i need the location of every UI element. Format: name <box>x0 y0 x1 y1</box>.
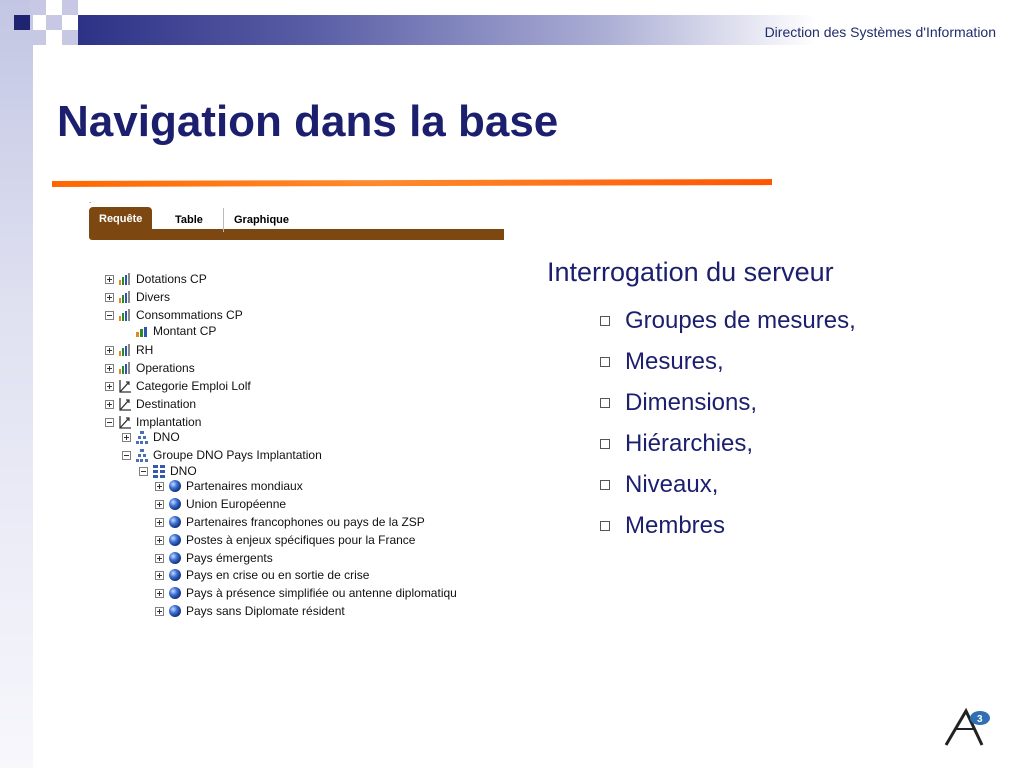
tab-graphique[interactable]: Graphique <box>223 208 299 232</box>
bullet-text: Membres <box>625 512 726 539</box>
tree-node-label: Implantation <box>136 415 202 429</box>
tree-node-label: Partenaires francophones ou pays de la ZSP <box>186 515 425 529</box>
expand-icon[interactable] <box>105 400 114 409</box>
organization-label: Direction des Systèmes d'Information <box>764 24 996 40</box>
expand-icon[interactable] <box>155 536 164 545</box>
a3-logo-icon <box>944 707 992 747</box>
tree-node[interactable] <box>105 342 153 358</box>
collapse-icon[interactable] <box>105 418 114 427</box>
bullet-item <box>600 389 757 417</box>
member-icon <box>168 533 182 547</box>
tree-node[interactable] <box>122 447 322 463</box>
tree-node[interactable] <box>155 567 369 583</box>
tree-node-label: DNO <box>170 464 197 478</box>
tree-node[interactable] <box>105 396 196 412</box>
bullet-text: Niveaux, <box>625 471 719 498</box>
tree-node[interactable] <box>105 271 207 287</box>
bullet-text: Hiérarchies, <box>625 430 754 457</box>
measure-group-icon <box>118 361 132 375</box>
tree-node[interactable] <box>155 478 303 494</box>
collapse-icon[interactable] <box>122 451 131 460</box>
tree-node[interactable] <box>155 532 415 548</box>
bullet-text: Dimensions, <box>625 389 758 416</box>
tree-node[interactable] <box>155 514 425 530</box>
collapse-icon[interactable] <box>139 467 148 476</box>
content-lead: Interrogation du serveur <box>547 257 834 287</box>
expand-icon[interactable] <box>155 518 164 527</box>
tree-node-label: Operations <box>136 361 195 375</box>
tree-node-label: Pays émergents <box>186 551 273 565</box>
tree-node-label: Consommations CP <box>136 308 243 322</box>
cube-tree <box>0 0 520 640</box>
tree-node[interactable] <box>155 496 286 512</box>
bullet-item <box>600 512 725 540</box>
tree-node-label: Postes à enjeux spécifiques pour la France <box>186 533 416 547</box>
bullet-text: Groupes de mesures, <box>625 307 856 334</box>
measure-group-icon <box>118 308 132 322</box>
bullet-box-icon <box>600 439 610 449</box>
measure-group-icon <box>118 290 132 304</box>
tree-node[interactable] <box>155 603 345 619</box>
expand-icon[interactable] <box>155 607 164 616</box>
tree-node-label: DNO <box>153 430 180 444</box>
expand-icon[interactable] <box>105 346 114 355</box>
dimension-icon <box>118 379 132 393</box>
member-icon <box>168 497 182 511</box>
bullet-item <box>600 471 718 499</box>
slide-content <box>547 257 1007 557</box>
expand-icon[interactable] <box>155 589 164 598</box>
measure-group-icon <box>118 343 132 357</box>
tree-node-label: Dotations CP <box>136 272 207 286</box>
measure-group-icon <box>118 272 132 286</box>
tree-node-label: Divers <box>136 290 171 304</box>
dimension-icon <box>118 415 132 429</box>
hierarchy-icon <box>135 448 149 462</box>
tree-node-label: Groupe DNO Pays Implantation <box>153 448 322 462</box>
bullet-box-icon <box>600 398 610 408</box>
tree-node[interactable] <box>105 360 195 376</box>
bullet-item <box>600 307 856 335</box>
member-icon <box>168 568 182 582</box>
tab-requete[interactable]: Requête <box>89 207 152 233</box>
tree-node-label: Union Européenne <box>186 497 287 511</box>
expand-icon[interactable] <box>155 482 164 491</box>
tree-node[interactable] <box>105 414 201 430</box>
expand-icon[interactable] <box>155 500 164 509</box>
expand-icon[interactable] <box>105 293 114 302</box>
tree-node-label: Pays à présence simplifiée ou antenne diplomatiqu <box>186 586 457 600</box>
expand-icon[interactable] <box>105 382 114 391</box>
tree-node[interactable] <box>105 307 243 323</box>
tree-node-label: Categorie Emploi Lolf <box>136 379 251 393</box>
tree-node-label: Pays sans Diplomate résident <box>186 604 345 618</box>
bullet-item <box>600 430 753 458</box>
expand-icon[interactable] <box>155 554 164 563</box>
page-title: Navigation dans la base <box>57 97 559 146</box>
tree-node[interactable] <box>155 550 273 566</box>
tree-node-label: Pays en crise ou en sortie de crise <box>186 568 370 582</box>
bullet-text: Mesures, <box>625 348 724 375</box>
tree-node-label: RH <box>136 343 154 357</box>
bullet-box-icon <box>600 521 610 531</box>
tab-table[interactable]: Table <box>175 214 203 226</box>
expand-icon[interactable] <box>122 433 131 442</box>
member-icon <box>168 551 182 565</box>
bullet-item <box>600 348 724 376</box>
tree-node-label: Partenaires mondiaux <box>186 479 303 493</box>
dimension-icon <box>118 397 132 411</box>
tree-node[interactable] <box>122 429 180 445</box>
collapse-icon[interactable] <box>105 311 114 320</box>
tree-node[interactable] <box>105 289 170 305</box>
measure-icon <box>135 324 149 338</box>
level-icon <box>152 464 166 478</box>
expand-icon[interactable] <box>155 571 164 580</box>
tree-node[interactable] <box>122 323 216 339</box>
member-icon <box>168 515 182 529</box>
expand-icon[interactable] <box>105 275 114 284</box>
hierarchy-icon <box>135 430 149 444</box>
bullet-box-icon <box>600 480 610 490</box>
member-icon <box>168 479 182 493</box>
dot-marker: . <box>89 196 92 205</box>
member-icon <box>168 604 182 618</box>
expand-icon[interactable] <box>105 364 114 373</box>
bullet-box-icon <box>600 357 610 367</box>
svg-text:3: 3 <box>977 714 983 725</box>
tree-node[interactable] <box>139 463 197 479</box>
member-icon <box>168 586 182 600</box>
bullet-box-icon <box>600 316 610 326</box>
tree-node-label: Destination <box>136 397 197 411</box>
tree-node-label: Montant CP <box>153 324 217 338</box>
tree-node[interactable] <box>105 378 251 394</box>
tree-node[interactable] <box>155 585 457 601</box>
